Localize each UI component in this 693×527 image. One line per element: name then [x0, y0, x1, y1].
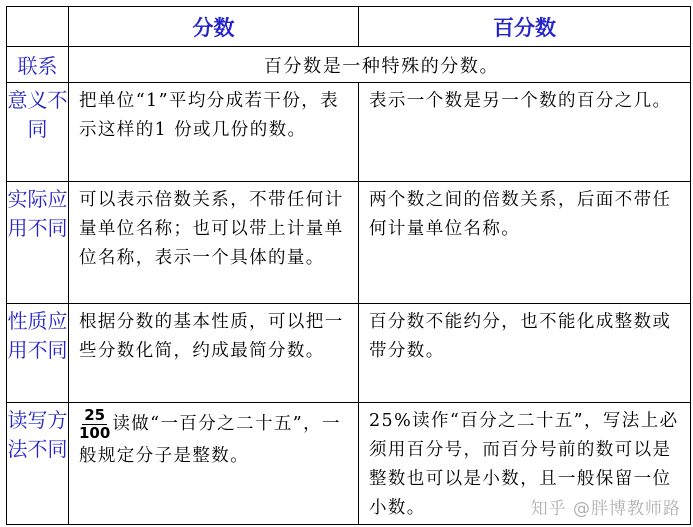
fraction-numerator: 25 — [84, 406, 106, 424]
fraction-25-100 — [79, 407, 110, 442]
meaning-fraction-text: 把单位“1”平均分成若干份，表示这样的1 份或几份的数。 — [69, 83, 359, 182]
reading-fraction-text: 读做“一百分之二十五”，一般规定分子是整数。 — [79, 414, 341, 466]
property-fraction-text: 根据分数的基本性质，可以把一些分数化简，约成最简分数。 — [69, 304, 359, 403]
relation-text: 百分数是一种特殊的分数。 — [69, 47, 691, 83]
property-percent-text: 百分数不能约分，也不能化成整数或带分数。 — [359, 304, 691, 403]
row-label-property: 性质应用不同 — [7, 304, 69, 403]
header-fraction: 分数 — [69, 7, 359, 47]
table-row — [7, 304, 691, 403]
table-row — [7, 83, 691, 182]
row-label-relation: 联系 — [7, 47, 69, 83]
watermark: 知乎 @胖博教师路 — [530, 499, 681, 519]
application-percent-text: 两个数之间的倍数关系，后面不带任何计量单位名称。 — [359, 182, 691, 304]
reading-fraction-cell — [69, 403, 359, 525]
corner-cell — [7, 7, 69, 47]
comparison-table — [6, 6, 691, 525]
table-row — [7, 47, 691, 83]
application-fraction-text: 可以表示倍数关系，不带任何计量单位名称；也可以带上计量单位名称，表示一个具体的量。 — [69, 182, 359, 304]
header-row — [7, 7, 691, 47]
meaning-percent-text: 表示一个数是另一个数的百分之几。 — [359, 83, 691, 182]
row-label-meaning: 意义不同 — [7, 83, 69, 182]
table-row — [7, 182, 691, 304]
reading-percent-text: 25%读作“百分之二十五”，写法上必须用百分号，而百分号前的数可以是整数也可以是小数，且一般保留一位小数。 — [359, 403, 691, 525]
fraction-denominator: 100 — [79, 424, 111, 442]
row-label-reading: 读写方法不同 — [7, 403, 69, 525]
header-percent: 百分数 — [359, 7, 691, 47]
row-label-application: 实际应用不同 — [7, 182, 69, 304]
